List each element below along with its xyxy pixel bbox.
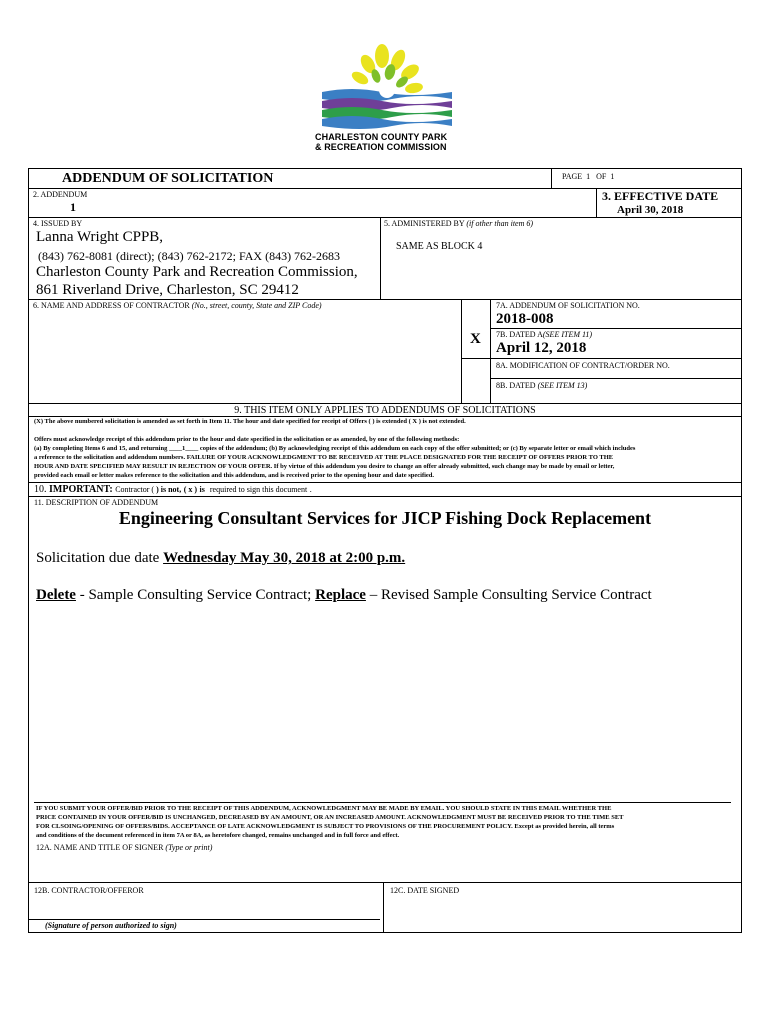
notice-line-4: and conditions of the document referenced in item 7A or 8A, as heretofore changed, remains unchanged and in full force and effect. bbox=[36, 832, 400, 839]
block7b-label bbox=[496, 330, 592, 339]
form-top-border bbox=[28, 168, 742, 169]
signature-field[interactable] bbox=[36, 898, 376, 918]
block6-label-text: 6. NAME AND ADDRESS OF CONTRACTOR bbox=[33, 301, 190, 310]
block9-provided-line: provided each email or letter makes reference to the solicitation and this addendum, and is received prior to the opening hour and date specified. bbox=[34, 472, 435, 479]
issuer-name: Lanna Wright CPPB, bbox=[36, 229, 164, 245]
issuer-organization: Charleston County Park and Recreation Commission, bbox=[36, 264, 358, 280]
sun-and-water-emblem bbox=[312, 42, 462, 130]
block12a-label-text: 12A. NAME AND TITLE OF SIGNER bbox=[36, 843, 164, 852]
notice-line-2: PRICE CONTAINED IN YOUR OFFER/BID IS UNCHANGED, DECREASED BY AN AMOUNT, OR AN INCREASED AMOUNT. ACKNOWLEDGMENT MUST BE RECEIVED PRIOR TO THE TIME SET bbox=[36, 814, 624, 821]
block10-is-not: ) is not, bbox=[156, 485, 182, 494]
row-divider bbox=[28, 403, 742, 404]
delete-label: Delete bbox=[36, 587, 76, 603]
block10-important bbox=[34, 484, 312, 495]
row-divider bbox=[28, 416, 742, 417]
block9-methods-line: Offers must acknowledge receipt of this addendum prior to the hour and date specified in the solicitation or as amended, by one of the following methods: bbox=[34, 436, 460, 443]
block10-check: ( x ) bbox=[183, 485, 198, 494]
block6-label bbox=[33, 301, 322, 310]
row-divider bbox=[28, 496, 742, 497]
block9-heading: 9. THIS ITEM ONLY APPLIES TO ADDENDUMS OF SOLICITATIONS bbox=[234, 405, 536, 416]
page-number: 1 bbox=[586, 172, 591, 181]
due-date-prefix: Solicitation due date bbox=[36, 550, 164, 566]
row-divider bbox=[28, 299, 742, 300]
block10-label: IMPORTANT: bbox=[49, 484, 113, 495]
notice-divider bbox=[34, 802, 731, 803]
block9-extension-line: (X) The above numbered solicitation is amended as set forth in Item 11. The hour and date specified for receipt of Offers ( ) is extended ( X ) is not extended. bbox=[34, 418, 466, 425]
block6-label-note: (No., street, county, State and ZIP Code) bbox=[191, 301, 322, 310]
notice-line-3: FOR CLSOING/OPENING OF OFFERS/BIDS. ACCEPTANCE OF LATE ACKNOWLEDGMENT IS SUBJECT TO PROVISIONS OF THE PROCUREMENT POLICY. Except as provided herein, all terms bbox=[36, 823, 615, 830]
block8a-label: 8A. MODIFICATION OF CONTRACT/ORDER NO. bbox=[496, 361, 670, 370]
addendum-number: 1 bbox=[70, 200, 76, 214]
of-label: OF bbox=[596, 172, 607, 181]
block7-check-mark: X bbox=[470, 331, 481, 347]
block9-method-b-text: copies of the addendum; (b) By acknowledging receipt of this addendum on each copy of the offer submitted; or (c) By separate letter or email which includes bbox=[198, 445, 636, 452]
signer-name-field[interactable] bbox=[200, 856, 460, 878]
block7a-label: 7A. ADDENDUM OF SOLICITATION NO. bbox=[496, 301, 640, 310]
logo-line-2: & RECREATION COMMISSION bbox=[315, 142, 447, 152]
page-cell-divider bbox=[551, 168, 552, 188]
block10-number: 10. bbox=[34, 484, 47, 495]
row-divider bbox=[28, 882, 742, 883]
page-total: 1 bbox=[610, 172, 615, 181]
block9-method-a-line bbox=[34, 445, 635, 452]
block7b-label-text: 7B. DATED A bbox=[496, 330, 543, 339]
administered-by-value: SAME AS BLOCK 4 bbox=[396, 241, 483, 252]
cell-divider bbox=[596, 188, 597, 217]
block5-label-note: (if other than item 6) bbox=[466, 219, 534, 228]
form-right-border bbox=[741, 168, 742, 933]
block9-method-a-text: (a) By completing Items 6 and 15, and returning bbox=[34, 445, 169, 452]
date-signed-field[interactable] bbox=[395, 898, 725, 926]
issuer-phone: (843) 762-8081 (direct); (843) 762-2172; FAX (843) 762-2683 bbox=[38, 249, 341, 263]
block10-required-text: required to sign this document bbox=[209, 485, 308, 494]
row-divider bbox=[28, 482, 742, 483]
form-left-border bbox=[28, 168, 29, 933]
cell-divider bbox=[490, 299, 491, 403]
block5-label-text: 5. ADMINISTERED BY bbox=[384, 219, 465, 228]
delete-replace-line bbox=[36, 587, 652, 604]
logo-line-1: CHARLESTON COUNTY PARK bbox=[315, 132, 448, 142]
page-label: PAGE bbox=[562, 172, 583, 181]
block9-copies-count: ____1____ bbox=[168, 445, 199, 452]
block5-label bbox=[384, 219, 533, 228]
block12c-label: 12C. DATE SIGNED bbox=[390, 886, 460, 895]
solicitation-number: 2018-008 bbox=[496, 311, 554, 327]
signature-caption: (Signature of person authorized to sign) bbox=[45, 921, 177, 930]
block7b-label-note: (SEE ITEM 11) bbox=[542, 330, 593, 339]
row-divider bbox=[490, 328, 742, 329]
replace-label: Replace bbox=[315, 587, 366, 603]
form-bottom-border bbox=[28, 932, 742, 933]
cell-divider bbox=[461, 299, 462, 403]
block10-period: . bbox=[309, 485, 312, 494]
signature-line bbox=[28, 919, 380, 920]
block9-rejection-line: HOUR AND DATE SPECIFIED MAY RESULT IN REJECTION OF YOUR OFFER. If by virtue of this addendum you desire to change an offer already submitted, such change may be made by email or letter, bbox=[34, 463, 615, 470]
cell-divider bbox=[380, 217, 381, 300]
delete-text: - Sample Consulting Service Contract; bbox=[75, 587, 316, 603]
notice-line-1: IF YOU SUBMIT YOUR OFFER/BID PRIOR TO THE RECEIPT OF THIS ADDENDUM, ACKNOWLEDGMENT MAY BE MADE BY EMAIL. YOU SHOULD STATE IN THIS EMAIL WHETHER THE bbox=[36, 805, 612, 812]
block8b-label-text: 8B. DATED bbox=[496, 381, 536, 390]
replace-text: – Revised Sample Consulting Service Contract bbox=[365, 587, 652, 603]
row-divider bbox=[462, 358, 742, 359]
block8b-label bbox=[496, 381, 587, 390]
block11-label: 11. DESCRIPTION OF ADDENDUM bbox=[34, 498, 159, 507]
block9-failure-line: a reference to the solicitation and addendum numbers. FAILURE OF YOUR ACKNOWLEDGMENT TO BE RECEIVED AT THE PLACE DESIGNATED FOR THE RECEIPT OF OFFERS PRIOR TO THE bbox=[34, 454, 614, 461]
solicitation-date: April 12, 2018 bbox=[496, 340, 587, 356]
block4-label: 4. ISSUED BY bbox=[33, 219, 83, 228]
solicitation-due-date-line bbox=[36, 550, 405, 567]
block10-contractor-text: Contractor ( bbox=[115, 485, 157, 494]
block12a-label-note: (Type or print) bbox=[165, 843, 213, 852]
block10-is: is bbox=[199, 485, 205, 494]
block8b-label-note: (SEE ITEM 13) bbox=[537, 381, 588, 390]
cell-divider bbox=[383, 882, 384, 932]
block12a-label bbox=[36, 843, 212, 852]
addendum-description-title: Engineering Consultant Services for JICP Fishing Dock Replacement bbox=[118, 508, 652, 528]
block2-label: 2. ADDENDUM bbox=[33, 190, 88, 199]
block3-label: 3. EFFECTIVE DATE bbox=[602, 189, 719, 203]
commission-logo bbox=[312, 42, 462, 154]
due-date-value: Wednesday May 30, 2018 at 2:00 p.m. bbox=[163, 550, 406, 566]
issuer-address: 861 Riverland Drive, Charleston, SC 29412 bbox=[36, 282, 299, 298]
page-indicator bbox=[562, 172, 614, 181]
effective-date: April 30, 2018 bbox=[617, 204, 684, 216]
row-divider bbox=[28, 217, 742, 218]
block12b-label: 12B. CONTRACTOR/OFFEROR bbox=[34, 886, 144, 895]
form-title: ADDENDUM OF SOLICITATION bbox=[62, 171, 274, 186]
row-divider bbox=[490, 378, 742, 379]
